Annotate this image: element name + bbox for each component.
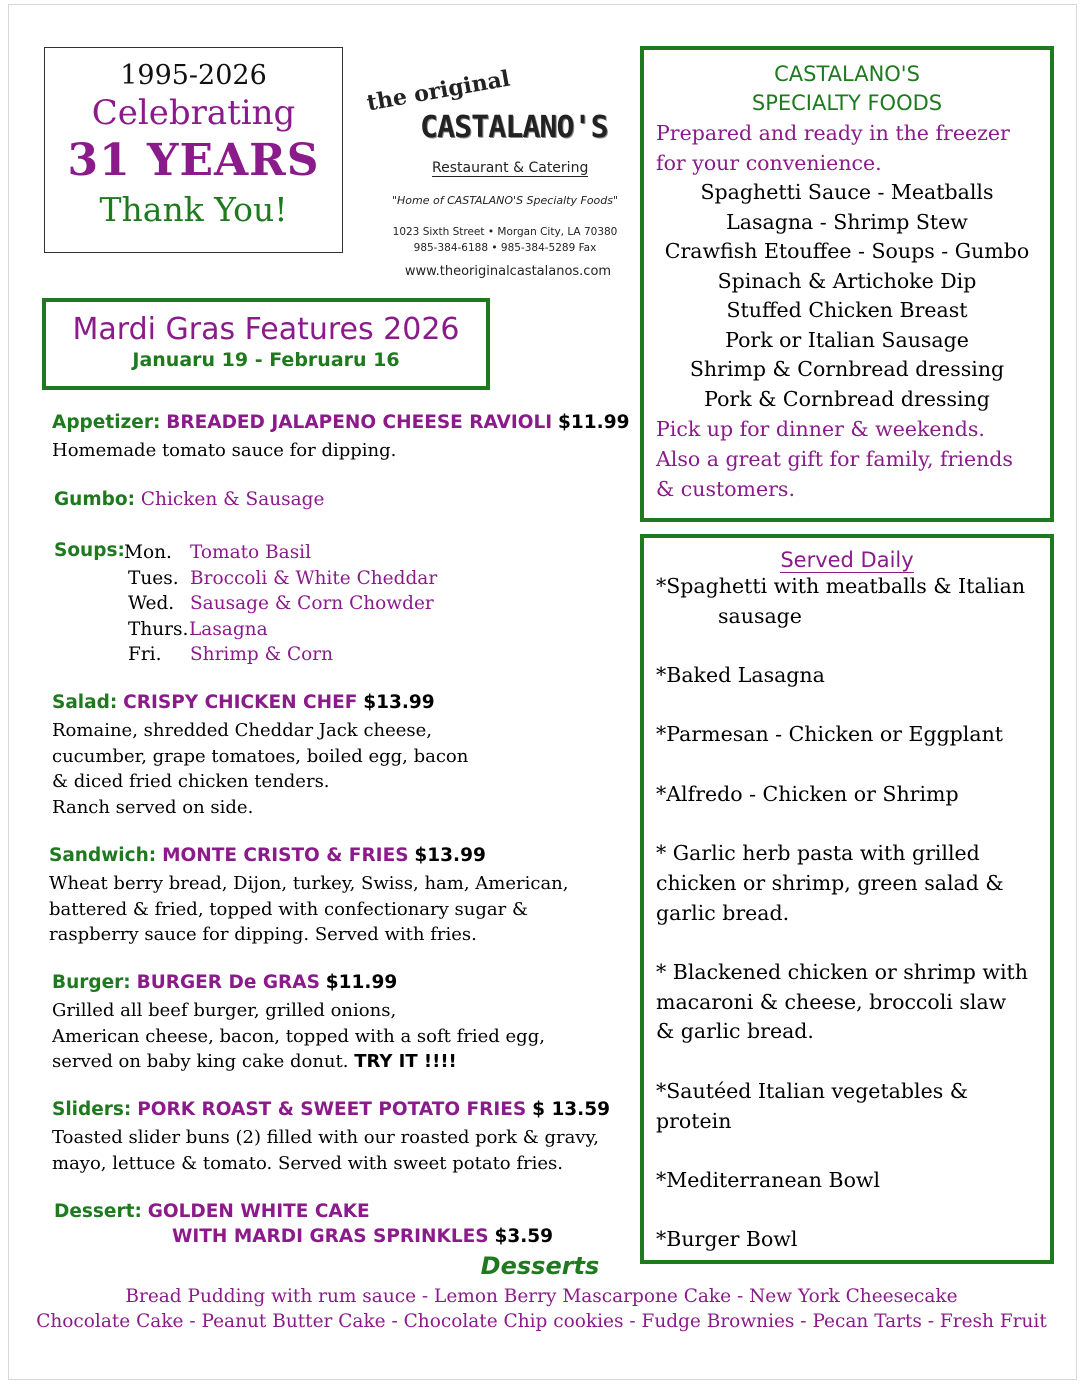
soup-day: Thurs. xyxy=(128,618,189,640)
logo-address-block xyxy=(390,224,620,256)
daily-item: *Alfredo - Chicken or Shrimp xyxy=(656,781,959,806)
daily-item: * Blackened chicken or shrimp with xyxy=(656,960,1028,985)
daily-item: * Garlic herb pasta with grilled xyxy=(656,841,980,866)
sliders-price: $ 13.59 xyxy=(532,1099,610,1120)
soup-name: Shrimp & Corn xyxy=(190,644,334,666)
sandwich-desc xyxy=(49,871,569,948)
mardi-gras-header xyxy=(42,298,490,390)
dessert-line xyxy=(54,1201,370,1222)
specialty-intro-line: Prepared and ready in the freezer xyxy=(656,121,1010,145)
mardi-gras-title: Mardi Gras Features 2026 xyxy=(72,312,460,347)
daily-item: *Parmesan - Chicken or Eggplant xyxy=(656,722,1004,747)
specialty-item: Crawfish Etouffee - Soups - Gumbo xyxy=(664,239,1030,263)
specialty-outro-line: Pick up for dinner & weekends. xyxy=(656,417,985,441)
burger-desc-line xyxy=(52,1049,545,1075)
anniversary-years: 31 YEARS xyxy=(67,135,320,186)
sandwich-label: Sandwich: xyxy=(49,845,157,866)
specialty-item: Shrimp & Cornbread dressing xyxy=(689,357,1005,381)
sandwich-item: MONTE CRISTO & FRIES xyxy=(162,845,409,866)
salad-item: CRISPY CHICKEN CHEF xyxy=(123,692,358,713)
specialty-foods-box xyxy=(640,46,1054,522)
logo-phones: 985-384-6188 • 985-384-5289 Fax xyxy=(413,242,597,254)
burger-item: BURGER De GRAS xyxy=(136,972,320,993)
appetizer-label: Appetizer: xyxy=(52,412,161,433)
sandwich-line xyxy=(49,845,486,866)
anniversary-box xyxy=(44,47,343,253)
daily-item: *Spaghetti with meatballs & Italian xyxy=(656,574,1026,598)
salad-desc-line: cucumber, grape tomatoes, boiled egg, bacon xyxy=(52,745,469,767)
soup-row xyxy=(124,642,437,668)
salad-price: $13.99 xyxy=(363,692,435,713)
burger-desc-line: American cheese, bacon, topped with a soft fried egg, xyxy=(52,1025,545,1047)
burger-desc-text: served on baby king cake donut. xyxy=(52,1051,349,1072)
served-daily-title: Served Daily xyxy=(780,548,914,572)
daily-item-cont: sausage xyxy=(718,603,802,628)
appetizer-desc xyxy=(52,438,396,464)
soup-name: Lasagna xyxy=(189,618,268,640)
daily-item: *Sautéed Italian vegetables & xyxy=(656,1078,968,1103)
soups-block xyxy=(54,540,125,561)
dessert-label: Dessert: xyxy=(54,1201,142,1222)
sandwich-desc-line: battered & fried, topped with confectionary sugar & xyxy=(49,898,528,920)
soup-row xyxy=(124,617,437,643)
salad-desc xyxy=(52,718,468,820)
sandwich-desc-line: Wheat berry bread, Dijon, turkey, Swiss, ham, American, xyxy=(49,873,569,894)
specialty-item: Spinach & Artichoke Dip xyxy=(717,268,977,293)
specialty-heading xyxy=(644,60,1050,118)
logo-home-of: "Home of CASTALANO'S Specialty Foods" xyxy=(391,194,619,207)
sliders-desc xyxy=(52,1125,599,1176)
soup-day: Fri. xyxy=(128,644,162,666)
sliders-desc-line: mayo, lettuce & tomato. Served with sweet potato fries. xyxy=(52,1152,564,1174)
gumbo-label: Gumbo: xyxy=(54,489,135,510)
served-daily-list xyxy=(644,572,1050,1255)
burger-label: Burger: xyxy=(52,972,131,993)
daily-item-cont: macaroni & cheese, broccoli slaw xyxy=(656,989,1007,1014)
specialty-heading-2: SPECIALTY FOODS xyxy=(751,91,943,115)
soup-day: Wed. xyxy=(128,593,175,615)
dessert-line-2 xyxy=(172,1226,553,1247)
specialty-item: Stuffed Chicken Breast xyxy=(726,298,968,322)
salad-line xyxy=(52,692,435,713)
gumbo-line xyxy=(54,489,324,510)
appetizer-line xyxy=(52,412,629,433)
daily-item: *Mediterranean Bowl xyxy=(656,1167,881,1192)
burger-line xyxy=(52,972,397,993)
specialty-intro-line: for your convenience. xyxy=(656,151,882,175)
daily-item-cont: & garlic bread. xyxy=(656,1019,814,1044)
appetizer-item: BREADED JALAPENO CHEESE RAVIOLI xyxy=(166,412,553,433)
salad-desc-line: Romaine, shredded Cheddar Jack cheese, xyxy=(52,720,433,741)
sandwich-price: $13.99 xyxy=(414,845,486,866)
daily-item-cont: protein xyxy=(656,1108,732,1133)
salad-label: Salad: xyxy=(52,692,118,713)
salad-desc-line: & diced fried chicken tenders. xyxy=(52,771,330,792)
sliders-desc-line: Toasted slider buns (2) filled with our roasted pork & gravy, xyxy=(52,1127,599,1148)
burger-desc-line: Grilled all beef burger, grilled onions, xyxy=(52,1000,397,1021)
daily-item-cont: chicken or shrimp, green salad & xyxy=(656,870,1004,895)
desserts-line-2: Chocolate Cake - Peanut Butter Cake - Chocolate Chip cookies - Fudge Brownies - Pecan Tarts - Fresh Fruit xyxy=(36,1311,1047,1332)
soups-label: Soups: xyxy=(54,540,125,561)
logo-website: www.theoriginalcastalanos.com xyxy=(404,264,612,279)
dessert-item-line2: WITH MARDI GRAS SPRINKLES xyxy=(172,1226,489,1247)
burger-try-it: TRY IT !!!! xyxy=(354,1051,457,1072)
soup-row xyxy=(124,540,437,566)
specialty-heading-1: CASTALANO'S xyxy=(774,62,920,86)
served-daily-box xyxy=(640,534,1054,1264)
soup-row xyxy=(124,591,437,617)
soup-name: Sausage & Corn Chowder xyxy=(190,593,434,615)
soup-row xyxy=(124,566,437,592)
logo-subtitle: Restaurant & Catering xyxy=(432,160,589,176)
served-daily-heading xyxy=(644,548,1050,572)
appetizer-price: $11.99 xyxy=(558,412,630,433)
restaurant-logo xyxy=(360,65,620,292)
specialty-outro-line: & customers. xyxy=(656,477,795,501)
soup-name: Broccoli & White Cheddar xyxy=(190,567,438,589)
desserts-line-1: Bread Pudding with rum sauce - Lemon Berry Mascarpone Cake - New York Cheesecake xyxy=(125,1286,958,1307)
dessert-item-line1: GOLDEN WHITE CAKE xyxy=(147,1201,370,1222)
mardi-gras-dates: Januaru 19 - Februaru 16 xyxy=(132,349,400,371)
anniversary-years-range: 1995-2026 xyxy=(120,60,267,91)
soup-name: Tomato Basil xyxy=(190,542,312,563)
soup-day: Tues. xyxy=(128,567,179,589)
burger-price: $11.99 xyxy=(325,972,398,993)
sliders-label: Sliders: xyxy=(52,1099,132,1120)
sliders-item: PORK ROAST & SWEET POTATO FRIES xyxy=(137,1099,527,1120)
sandwich-desc-line: raspberry sauce for dipping. Served with fries. xyxy=(49,924,477,945)
specialty-item: Pork & Cornbread dressing xyxy=(704,386,990,411)
daily-item-cont: garlic bread. xyxy=(656,900,790,925)
sliders-line xyxy=(52,1099,610,1120)
salad-desc-line: Ranch served on side. xyxy=(52,796,254,818)
soup-day: Mon. xyxy=(124,542,172,563)
desserts-heading: Desserts xyxy=(480,1252,600,1280)
daily-item: *Burger Bowl xyxy=(656,1227,798,1252)
logo-address: 1023 Sixth Street • Morgan City, LA 70380 xyxy=(392,226,618,238)
gumbo-item: Chicken & Sausage xyxy=(140,489,325,510)
daily-item: *Baked Lasagna xyxy=(656,663,825,688)
soups-days xyxy=(124,540,437,668)
appetizer-desc-line: Homemade tomato sauce for dipping. xyxy=(52,440,397,461)
anniversary-thanks: Thank You! xyxy=(99,190,288,229)
logo-name: CASTALANO'S xyxy=(420,110,608,145)
logo-the-original: the original xyxy=(364,65,512,117)
specialty-item: Lasagna - Shrimp Stew xyxy=(726,209,968,234)
specialty-item: Pork or Italian Sausage xyxy=(725,327,969,352)
dessert-price: $3.59 xyxy=(494,1226,553,1247)
anniversary-celebrating: Celebrating xyxy=(91,93,296,133)
specialty-item: Spaghetti Sauce - Meatballs xyxy=(700,180,994,204)
specialty-outro-line: Also a great gift for family, friends xyxy=(656,447,1013,471)
burger-desc xyxy=(52,998,545,1075)
